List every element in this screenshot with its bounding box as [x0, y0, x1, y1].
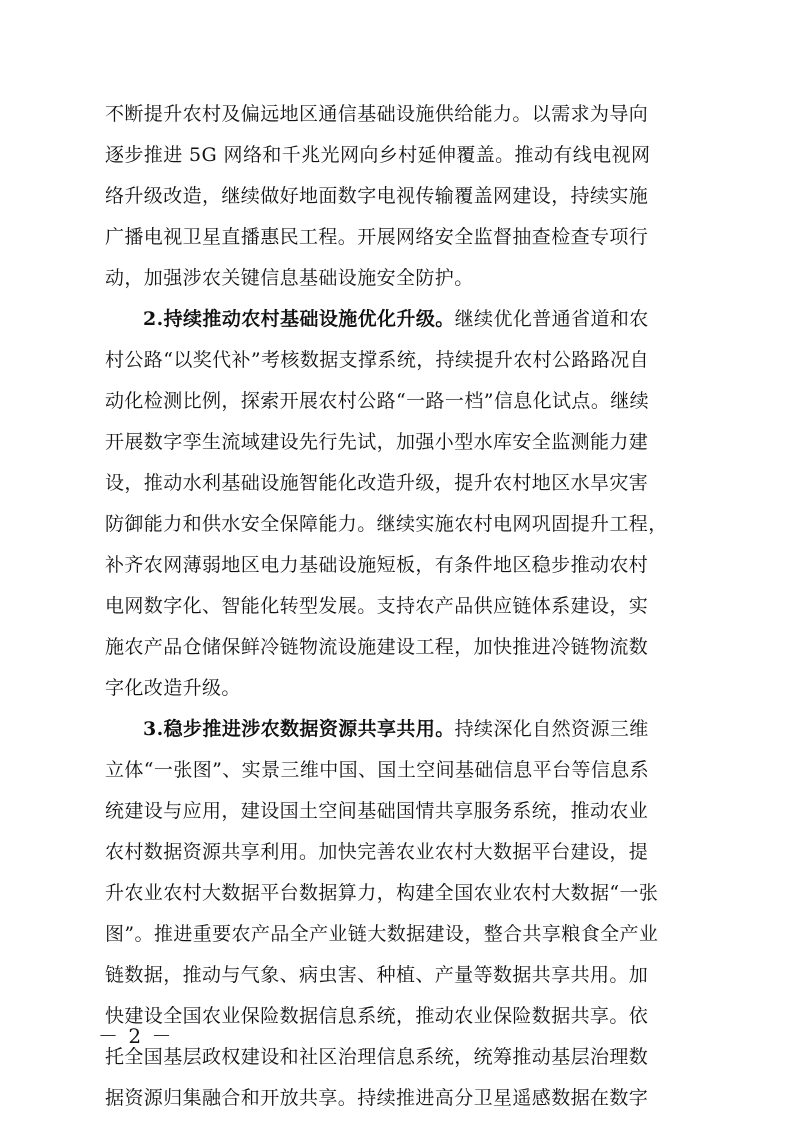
section-heading: 2.持续推动农村基础设施优化升级。	[143, 308, 455, 330]
paragraph-line: 不断提升农村及偏远地区通信基础设施供给能力。以需求为导向	[105, 103, 649, 125]
section-heading: 3.稳步推进涉农数据资源共享共用。	[143, 718, 455, 740]
paragraph-line: 施农产品仓储保鲜冷链物流设施建设工程，加快推进冷链物流数	[105, 636, 649, 658]
paragraph-line: 据资源归集融合和开放共享。持续推进高分卫星遥感数据在数字	[105, 1087, 649, 1109]
paragraph-line: 托全国基层政权建设和社区治理信息系统，统筹推动基层治理数	[105, 1046, 649, 1068]
paragraph-line: 升农业农村大数据平台数据算力，构建全国农业农村大数据“一张	[105, 882, 659, 904]
paragraph-line: 动化检测比例，探索开展农村公路“一路一档”信息化试点。继续	[105, 390, 650, 412]
paragraph-text: 继续优化普通省道和农	[454, 308, 649, 330]
paragraph-line: 设，推动水利基础设施智能化改造升级，提升农村地区水旱灾害	[105, 472, 649, 494]
paragraph-line: 字化改造升级。	[105, 677, 241, 699]
paragraph-line: 链数据，推动与气象、病虫害、种植、产量等数据共享共用。加	[105, 964, 649, 986]
paragraph-line: 村公路“以奖代补”考核数据支撑系统，持续提升农村公路路况自	[105, 349, 650, 371]
paragraph-line: 防御能力和供水安全保障能力。继续实施农村电网巩固提升工程，	[105, 513, 668, 535]
paragraph-line: 广播电视卫星直播惠民工程。开展网络安全监督抽查检查专项行	[105, 226, 649, 248]
paragraph-line: 开展数字孪生流域建设先行先试，加强小型水库安全监测能力建	[105, 431, 649, 453]
paragraph-line: 立体“一张图”、实景三维中国、国土空间基础信息平台等信息系	[105, 759, 650, 781]
paragraph-text: 持续深化自然资源三维	[454, 718, 649, 740]
paragraph-line: 逐步推进 5G 网络和千兆光网向乡村延伸覆盖。推动有线电视网	[105, 144, 651, 166]
paragraph-line: 动，加强涉农关键信息基础设施安全防护。	[105, 267, 474, 289]
paragraph-first-line	[143, 719, 700, 739]
paragraph-line: 快建设全国农业保险数据信息系统，推动农业保险数据共享。依	[105, 1005, 649, 1027]
paragraph-line: 图”。推进重要农产品全产业链大数据建设，整合共享粮食全产业	[105, 923, 659, 945]
paragraph-line: 补齐农网薄弱地区电力基础设施短板，有条件地区稳步推动农村	[105, 554, 649, 576]
paragraph-line: 统建设与应用，建设国土空间基础国情共享服务系统，推动农业	[105, 800, 649, 822]
page-number: － 2 －	[98, 1024, 174, 1048]
paragraph-line: 农村数据资源共享利用。加快完善农业农村大数据平台建设，提	[105, 841, 649, 863]
paragraph-line: 电网数字化、智能化转型发展。支持农产品供应链体系建设，实	[105, 595, 649, 617]
paragraph-first-line	[143, 309, 700, 329]
paragraph-line: 络升级改造，继续做好地面数字电视传输覆盖网建设，持续实施	[105, 185, 649, 207]
